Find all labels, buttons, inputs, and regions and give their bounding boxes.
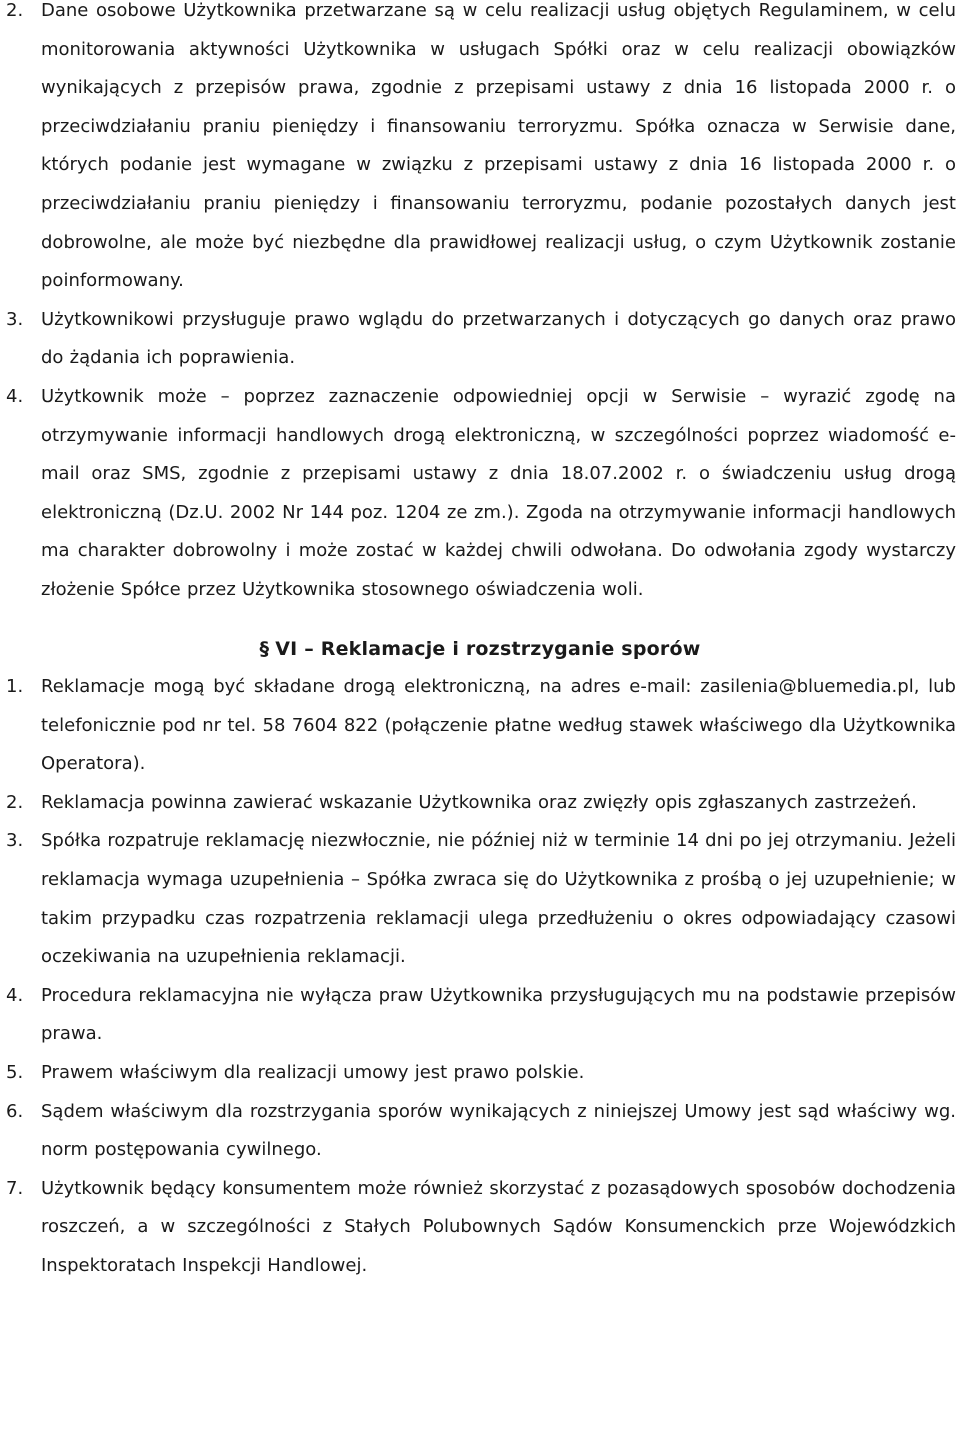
list-item [0, 1054, 960, 1093]
section-heading [0, 630, 960, 669]
item-number: 3. [6, 830, 24, 852]
item-text: Reklamacje mogą być składane drogą elektroniczną, na adres e-mail: zasilenia@bluemedia.pl, lub telefonicznie pod nr tel. 58 7604 822 (połączenie płatne według stawek właściwego dla Użytkownika Operatora). [41, 676, 956, 775]
item-text: Użytkownikowi przysługuje prawo wglądu do przetwarzanych i dotyczących go danych oraz prawo do żądania ich poprawienia. [41, 308, 956, 369]
item-number: 4. [6, 984, 24, 1006]
item-number: 7. [6, 1177, 24, 1199]
item-text: Użytkownik może – poprzez zaznaczenie odpowiedniej opcji w Serwisie – wyrazić zgodę na otrzymywanie informacji handlowych drogą elektroniczną, w szczególności poprzez wiadomość e-mail oraz SMS, zgodnie z przepisami ustawy z dnia 18.07.2002 r. o świadczeniu usług drogą elektroniczną (Dz.U. 2002 Nr 144 poz. 1204 ze zm.). Zgoda na otrzymywanie informacji handlowych ma charakter dobrowolny i może zostać w każdej chwili odwołana. Do odwołania zgody wystarczy złożenie Spółce przez Użytkownika stosownego oświadczenia woli. [41, 385, 956, 600]
list-item [0, 301, 960, 378]
list-item [0, 977, 960, 1054]
item-text: Użytkownik będący konsumentem może również skorzystać z pozasądowych sposobów dochodzenia roszczeń, a w szczególności z Stałych Polubownych Sądów Konsumenckich prze Wojewódzkich Inspektoratach Inspekcji Handlowej. [41, 1177, 956, 1276]
item-number: 6. [6, 1100, 24, 1122]
item-text: Sądem właściwym dla rozstrzygania sporów wynikających z niniejszej Umowy jest sąd właściwy wg. norm postępowania cywilnego. [41, 1100, 956, 1161]
item-text: Dane osobowe Użytkownika przetwarzane są w celu realizacji usług objętych Regulaminem, w celu monitorowania aktywności Użytkownika w usługach Spółki oraz w celu realizacji obowiązków wynikających z przepisów prawa, zgodnie z przepisami ustawy z dnia 16 listopada 2000 r. o przeciwdziałaniu praniu pieniędzy i finansowaniu terroryzmu. Spółka oznacza w Serwisie dane, których podanie jest wymagane w związku z przepisami ustawy z dnia 16 listopada 2000 r. o przeciwdziałaniu praniu pieniędzy i finansowaniu terroryzmu, podanie pozostałych danych jest dobrowolne, ale może być niezbędne dla prawidłowej realizacji usług, o czym Użytkownik zostanie poinformowany. [41, 0, 956, 292]
list-item [0, 1093, 960, 1170]
item-number: 1. [6, 676, 24, 698]
item-number: 2. [6, 0, 24, 21]
list-item [0, 784, 960, 823]
list-item [0, 0, 960, 301]
item-number: 5. [6, 1062, 24, 1084]
section-spacer [0, 610, 960, 630]
section-title: VI – Reklamacje i rozstrzyganie sporów [275, 637, 701, 660]
item-text: Reklamacja powinna zawierać wskazanie Użytkownika oraz zwięzły opis zgłaszanych zastrzeżeń. [41, 791, 917, 813]
item-number: 4. [6, 385, 24, 407]
item-number: 2. [6, 791, 24, 813]
list-item [0, 822, 960, 976]
section-symbol: § [259, 637, 270, 660]
list-item [0, 1170, 960, 1286]
item-text: Procedura reklamacyjna nie wyłącza praw Użytkownika przysługujących mu na podstawie przepisów prawa. [41, 984, 956, 1045]
list-item [0, 668, 960, 784]
list-item [0, 378, 960, 610]
item-number: 3. [6, 308, 24, 330]
item-text: Spółka rozpatruje reklamację niezwłocznie, nie później niż w terminie 14 dni po jej otrzymaniu. Jeżeli reklamacja wymaga uzupełnienia – Spółka zwraca się do Użytkownika z prośbą o jej uzupełnienie; w takim przypadku czas rozpatrzenia reklamacji ulega przedłużeniu o okres odpowiadający czasowi oczekiwania na uzupełnienia reklamacji. [41, 830, 956, 968]
item-text: Prawem właściwym dla realizacji umowy jest prawo polskie. [41, 1062, 585, 1084]
